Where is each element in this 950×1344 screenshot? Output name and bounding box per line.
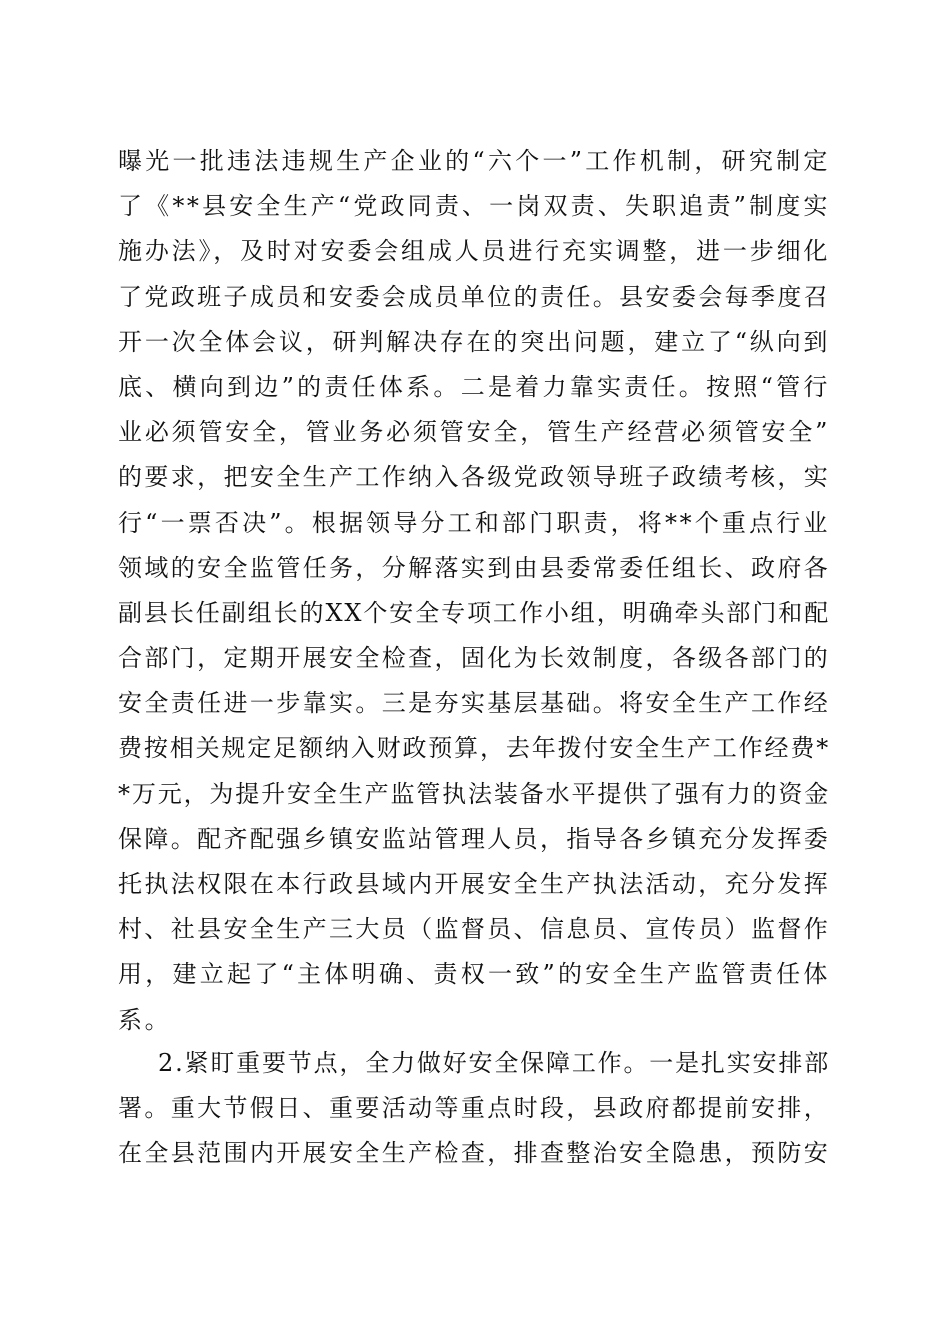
text-line: 的要求，把安全生产工作纳入各级党政领导班子政绩考核，实 <box>118 463 830 492</box>
text-line: 行“一票否决”。根据领导分工和部门职责，将**个重点行业 <box>118 508 830 537</box>
text-line: 曝光一批违法违规生产企业的“六个一”工作机制，研究制定 <box>118 147 830 175</box>
text-line: 了《**县安全生产“党政同责、一岗双责、失职追责”制度实 <box>118 192 830 221</box>
paragraph-responsibility-system <box>118 139 830 1043</box>
text-line: 费按相关规定足额纳入财政预算，去年拨付安全生产工作经费* <box>118 734 830 763</box>
text-line: 开一次全体会议，研判解决存在的突出问题，建立了“纵向到 <box>118 327 830 356</box>
text-line: 在全县范围内开展安全生产检查，排查整治安全隐患，预防安 <box>118 1139 830 1168</box>
text-line: 用，建立起了“主体明确、责权一致”的安全生产监管责任体 <box>118 960 830 989</box>
text-line: 施办法》，及时对安委会组成人员进行充实调整，进一步细化 <box>118 237 830 266</box>
text-line: 署。重大节假日、重要活动等重点时段，县政府都提前安排， <box>118 1094 830 1123</box>
text-line: 了党政班子成员和安委会成员单位的责任。县安委会每季度召 <box>118 282 830 311</box>
text-line: 安全责任进一步靠实。三是夯实基层基础。将安全生产工作经 <box>118 689 830 718</box>
text-line: 底、横向到边”的责任体系。二是着力靠实责任。按照“管行 <box>118 372 830 401</box>
text-line: 托执法权限在本行政县域内开展安全生产执法活动，充分发挥 <box>118 870 830 898</box>
text-line-last: 系。 <box>118 1005 172 1034</box>
text-line: 领域的安全监管任务，分解落实到由县委常委任组长、政府各 <box>118 553 830 582</box>
text-line: 业必须管安全，管业务必须管安全，管生产经营必须管安全” <box>118 418 830 447</box>
paragraph-key-periods-safety <box>118 1041 830 1177</box>
text-line: *万元，为提升安全生产监管执法装备水平提供了强有力的资金 <box>118 779 830 808</box>
text-line: 副县长任副组长的XX个安全专项工作小组，明确牵头部门和配 <box>118 598 830 627</box>
text-line: 村、社县安全生产三大员（监督员、信息员、宣传员）监督作 <box>118 915 830 944</box>
section-heading-line: 2.紧盯重要节点，全力做好安全保障工作。一是扎实安排部 <box>158 1049 830 1077</box>
text-line: 合部门，定期开展安全检查，固化为长效制度，各级各部门的 <box>118 644 830 673</box>
text-line: 保障。配齐配强乡镇安监站管理人员，指导各乡镇充分发挥委 <box>118 824 830 853</box>
